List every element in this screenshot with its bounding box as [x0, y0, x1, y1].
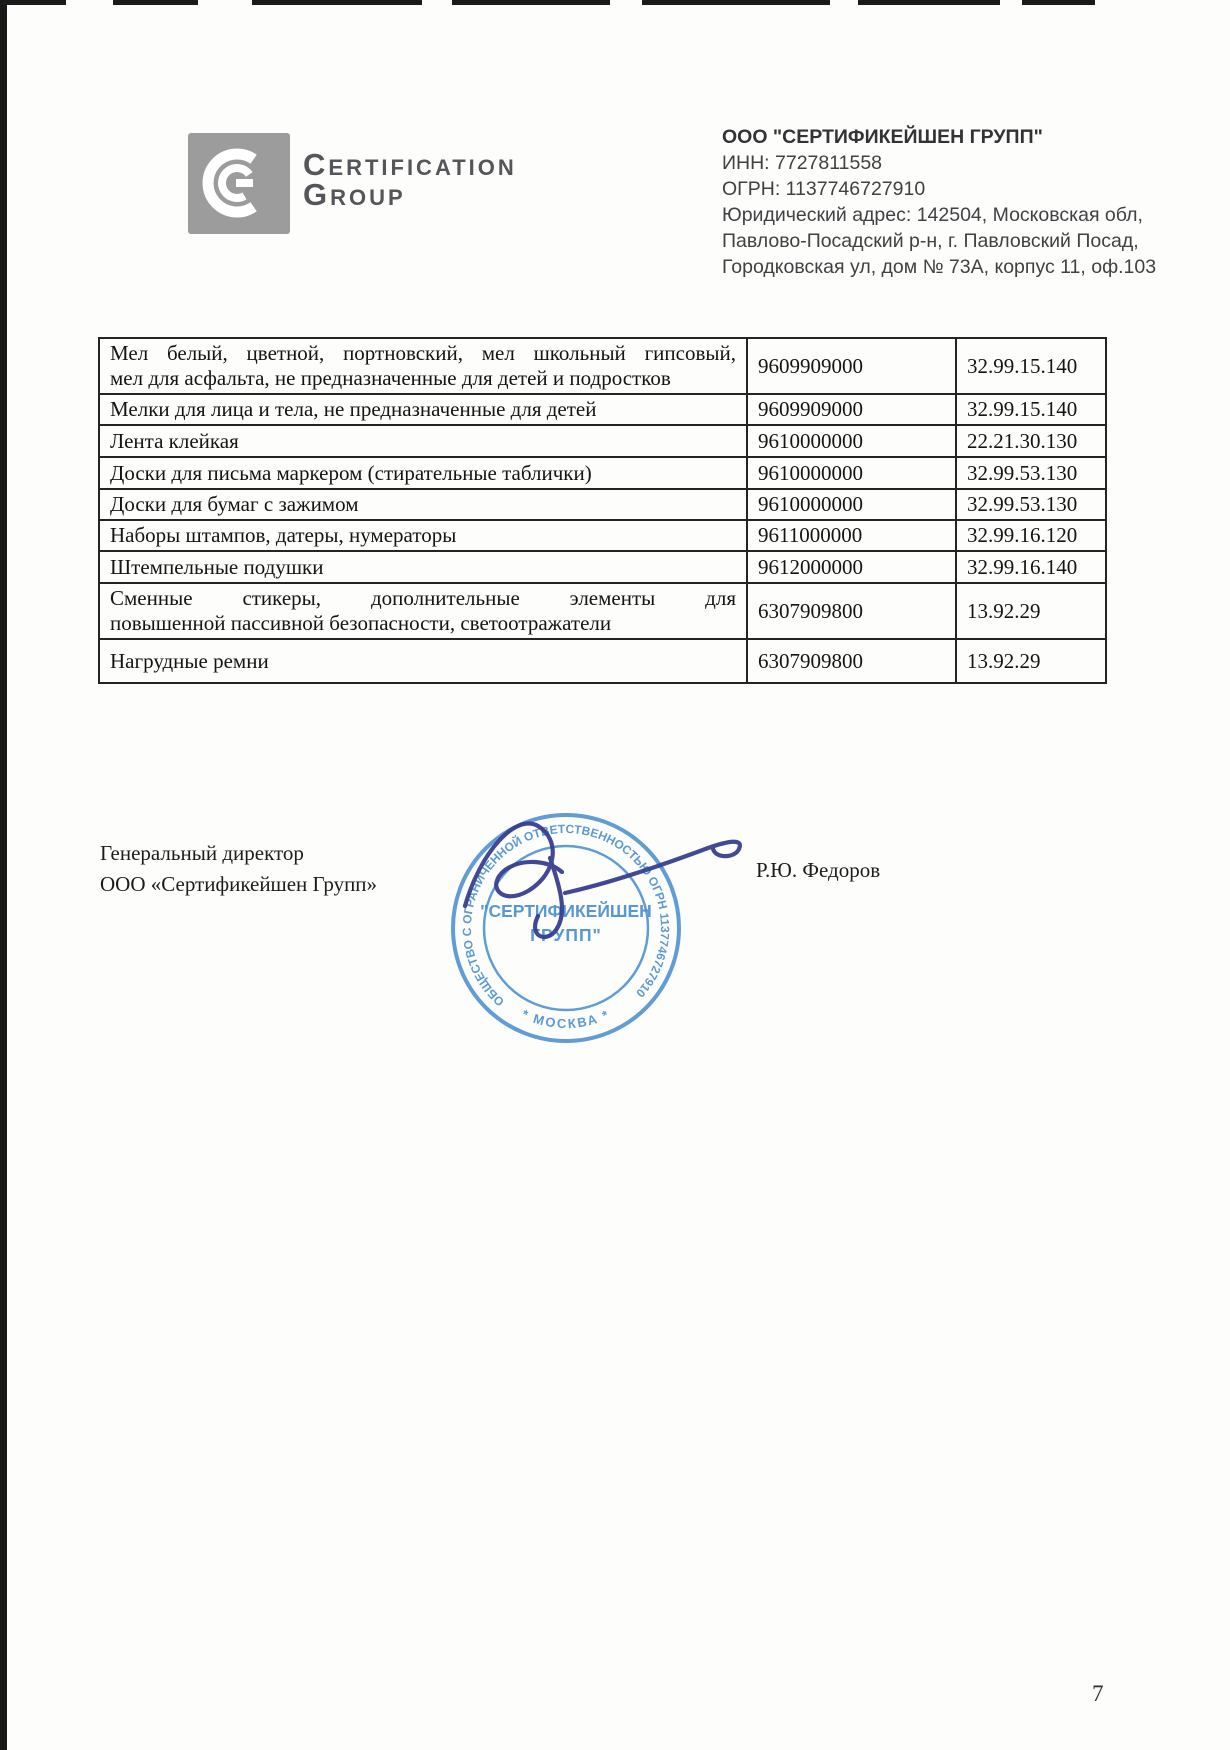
logo-wordmark-line2: Group — [303, 177, 406, 212]
table-row — [99, 520, 1106, 551]
tnved-code-cell: 9609909000 — [747, 394, 956, 425]
tnved-code-cell: 9609909000 — [747, 338, 956, 394]
stamp-center-line2: ГРУПП" — [530, 925, 602, 945]
table-row — [99, 457, 1106, 489]
product-cell: Лента клейкая — [99, 425, 747, 457]
scan-artifact-top-segment — [858, 0, 1000, 5]
product-line: Сменные стикеры, дополнительные элементы для — [110, 586, 736, 610]
table-row — [99, 425, 1106, 457]
logo-wordmark-line1: Certification — [303, 147, 517, 182]
product-line: повышенной пассивной безопасности, светоотражатели — [110, 611, 612, 635]
signature-scribble — [410, 798, 760, 958]
tnved-code-cell: 6307909800 — [747, 583, 956, 639]
scan-artifact-top-segment — [252, 0, 422, 5]
okpd2-code-cell: 13.92.29 — [956, 639, 1106, 683]
stamp-center-line1: "СЕРТИФИКЕЙШЕН — [480, 901, 652, 921]
signatory-title-line2: ООО «Сертификейшен Групп» — [100, 872, 378, 896]
cg-monogram-icon — [188, 133, 290, 234]
okpd2-code-cell: 32.99.16.140 — [956, 551, 1106, 583]
product-cell: Мелки для лица и тела, не предназначенные для детей — [99, 394, 747, 425]
okpd2-code-cell: 32.99.53.130 — [956, 489, 1106, 520]
okpd2-code-cell: 32.99.15.140 — [956, 338, 1106, 394]
company-ogrn: ОГРН: 1137746727910 — [722, 178, 926, 200]
signer-name: Р.Ю. Федоров — [756, 858, 881, 882]
okpd2-code-cell: 32.99.53.130 — [956, 457, 1106, 489]
product-line: Мел белый, цветной, портновский, мел школьный гипсовый, — [110, 341, 736, 365]
product-cell: Наборы штампов, датеры, нумераторы — [99, 520, 747, 551]
product-cell — [99, 583, 747, 639]
company-address-line-2: Павлово-Посадский р-н, г. Павловский Посад, — [722, 230, 1139, 252]
tnved-code-cell: 9610000000 — [747, 425, 956, 457]
company-name: ООО "СЕРТИФИКЕЙШЕН ГРУПП" — [722, 126, 1043, 148]
signatory-title — [100, 838, 377, 900]
stamp-bottom-text: * МОСКВА * — [519, 1006, 613, 1032]
tnved-code-cell: 9610000000 — [747, 457, 956, 489]
okpd2-code-cell: 32.99.16.120 — [956, 520, 1106, 551]
company-address-line-3: Городковская ул, дом № 73А, корпус 11, оф.103 — [722, 256, 1157, 278]
company-inn: ИНН: 7727811558 — [722, 152, 883, 174]
scan-artifact-top-segment — [0, 0, 66, 5]
company-logo — [188, 133, 290, 234]
table-row — [99, 639, 1106, 683]
tnved-code-cell: 9612000000 — [747, 551, 956, 583]
product-cell: Доски для бумаг с зажимом — [99, 489, 747, 520]
okpd2-code-cell: 13.92.29 — [956, 583, 1106, 639]
scan-artifact-left-edge — [0, 0, 7, 1750]
company-details — [722, 124, 1197, 280]
logo-wordmark — [303, 147, 517, 212]
page-number: 7 — [1092, 1681, 1104, 1706]
products-table — [98, 337, 1107, 684]
scan-artifact-top-segment — [452, 0, 610, 5]
okpd2-code-cell: 22.21.30.130 — [956, 425, 1106, 457]
scan-artifact-top-segment — [1022, 0, 1095, 5]
table-row — [99, 551, 1106, 583]
table-row — [99, 489, 1106, 520]
okpd2-code-cell: 32.99.15.140 — [956, 394, 1106, 425]
scan-artifact-top-segment — [642, 0, 830, 5]
tnved-code-cell: 9610000000 — [747, 489, 956, 520]
product-cell: Нагрудные ремни — [99, 639, 747, 683]
company-address-line-1: Юридический адрес: 142504, Московская обл, — [722, 204, 1143, 226]
scan-artifact-top-segment — [113, 0, 198, 5]
tnved-code-cell: 9611000000 — [747, 520, 956, 551]
signatory-title-line1: Генеральный директор — [100, 841, 304, 865]
tnved-code-cell: 6307909800 — [747, 639, 956, 683]
table-row — [99, 338, 1106, 394]
product-line: мел для асфальта, не предназначенные для детей и подростков — [110, 366, 671, 390]
table-row — [99, 394, 1106, 425]
stamp-ring-text: ОБЩЕСТВО С ОГРАНИЧЕННОЙ ОТВЕТСТВЕННОСТЬЮ ОГРН 1137746727910 — [459, 821, 673, 1010]
product-cell: Штемпельные подушки — [99, 551, 747, 583]
product-cell: Доски для письма маркером (стирательные таблички) — [99, 457, 747, 489]
table-row — [99, 583, 1106, 639]
product-cell — [99, 338, 747, 394]
